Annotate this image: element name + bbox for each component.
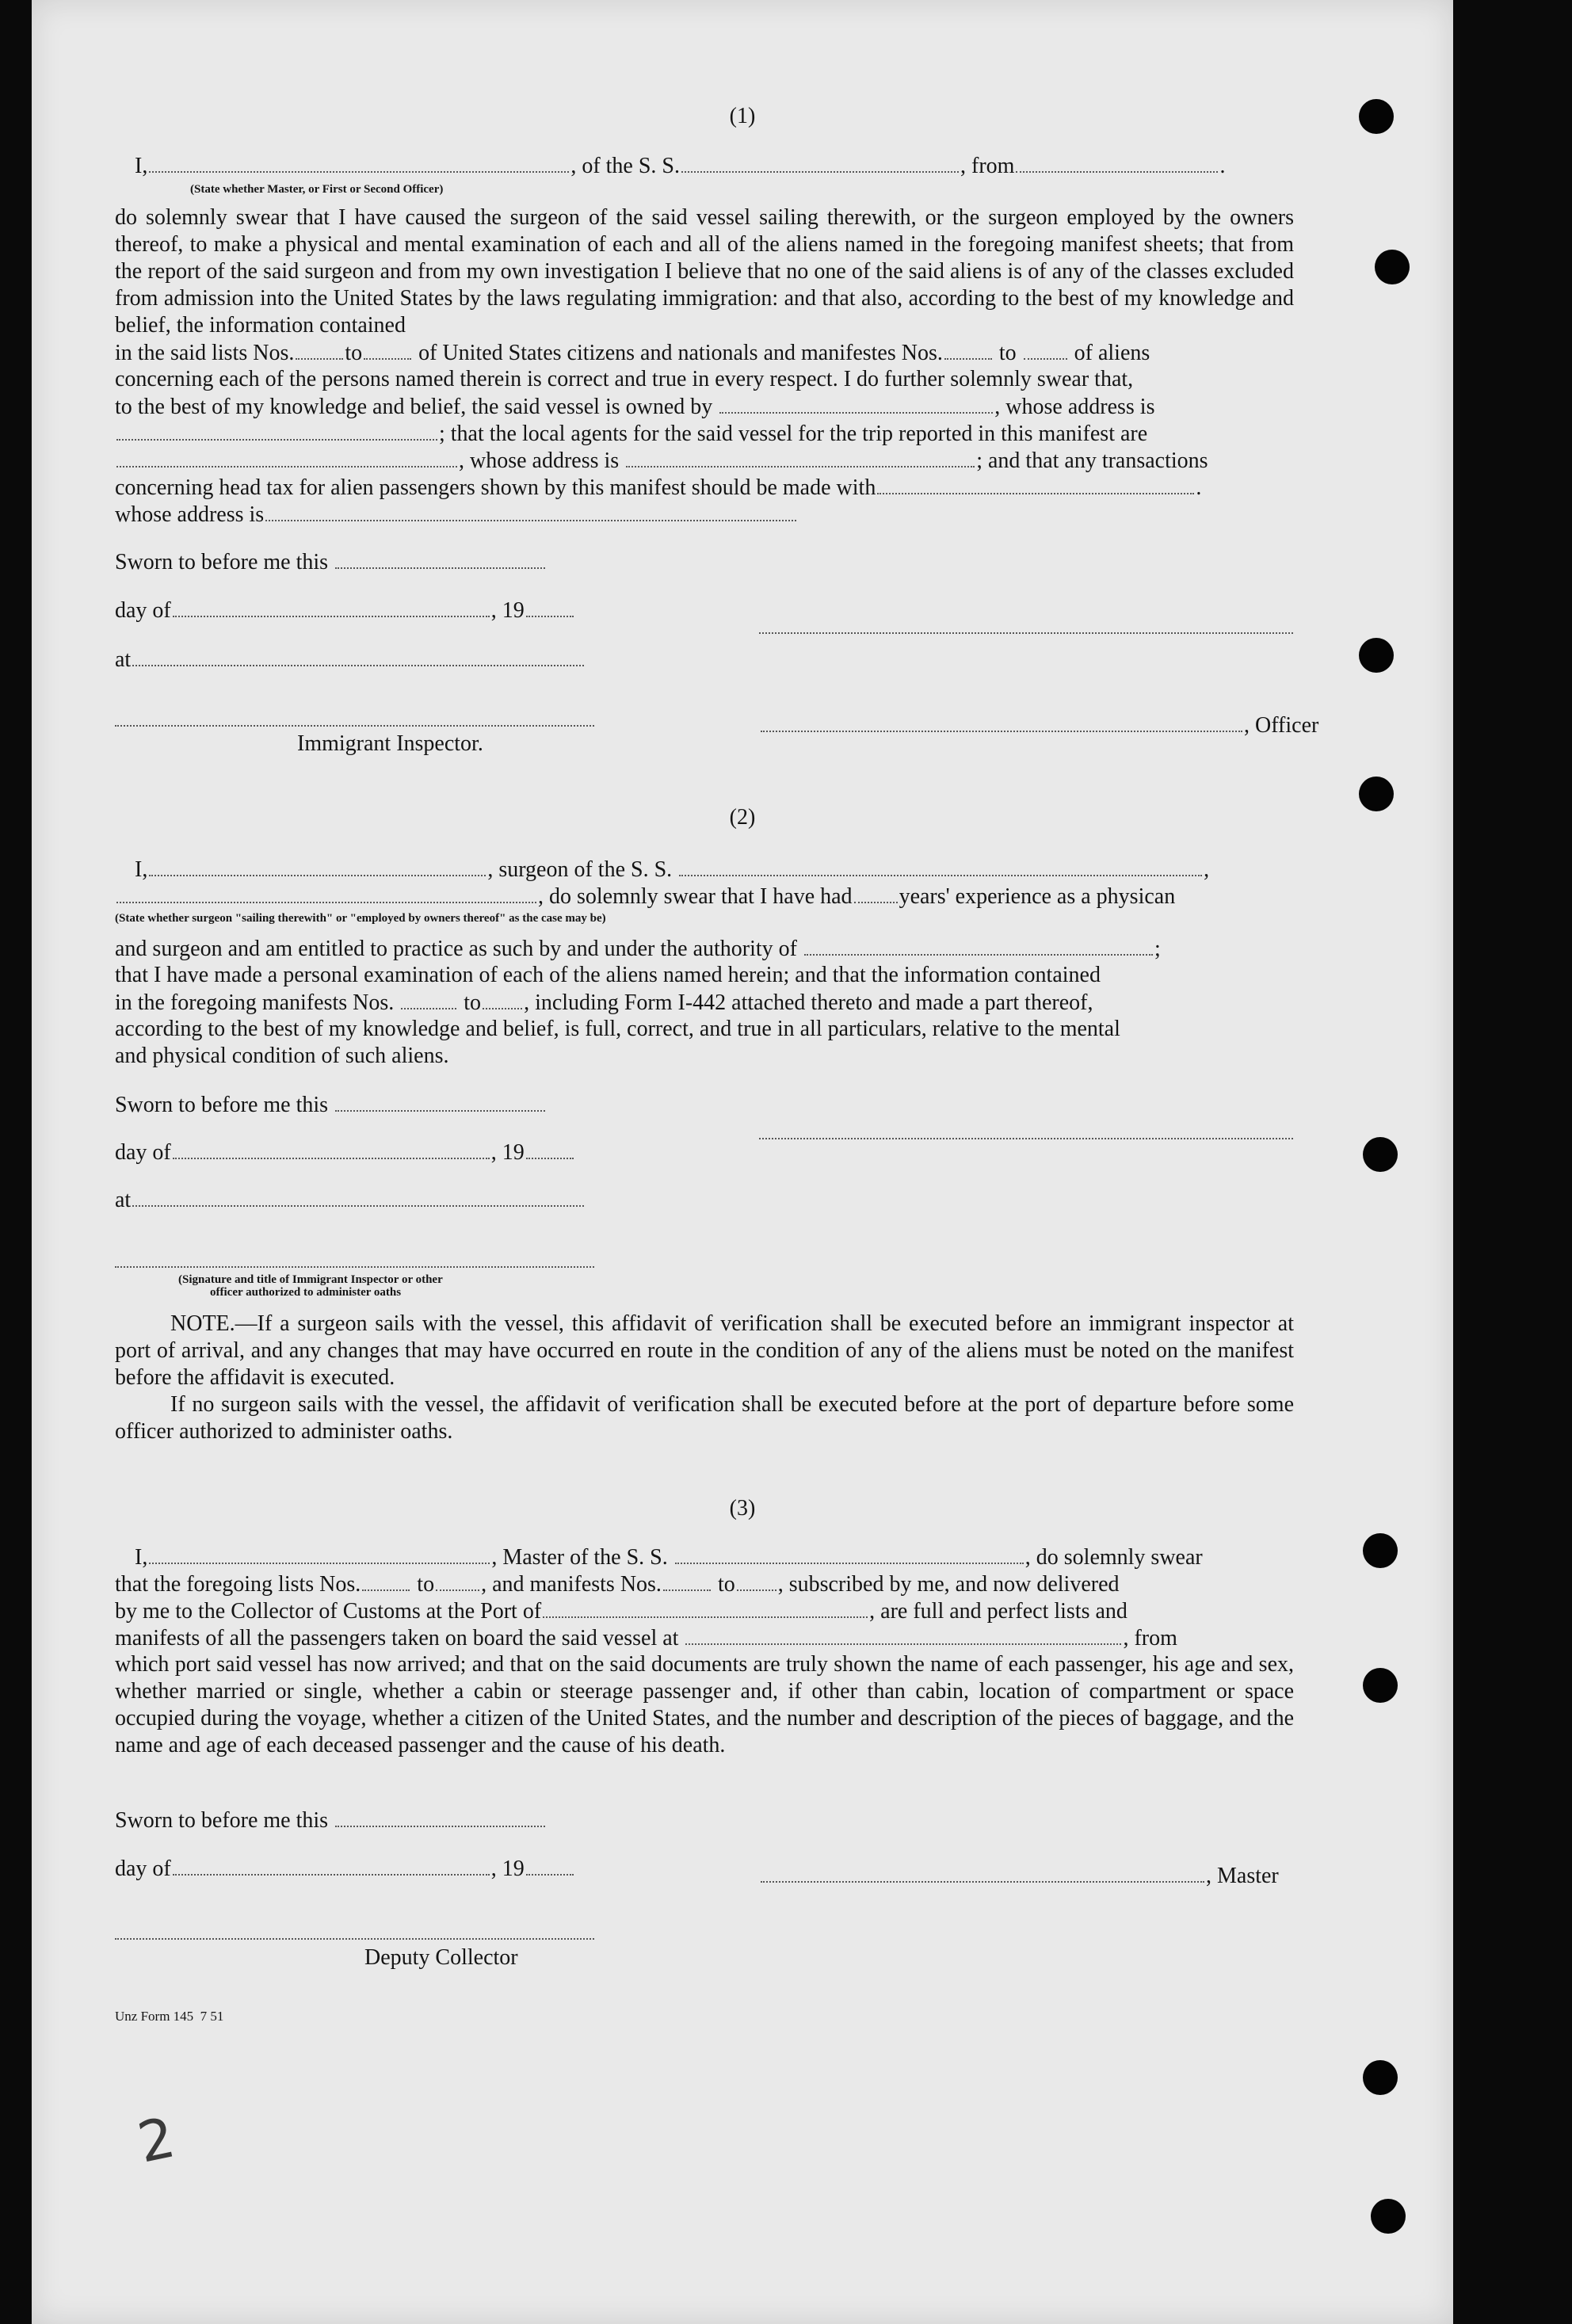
s1-at: at [115,646,586,674]
punch-hole [1363,1668,1398,1703]
s2-at: at [115,1186,586,1214]
s2-signature-line [759,1138,1293,1139]
s3-line-master: I, , Master of the S. S. , do solemnly swear [135,1545,1203,1570]
handwritten-mark: 2 [132,2105,181,2176]
s1-line-whose: whose address is [115,501,798,529]
s3-dayof: day of , 19 [115,1855,575,1883]
s2-dayof: day of , 19 [115,1139,575,1166]
s1-line-address: , whose address is ; and that any transactions [115,447,1208,475]
s1-master-note: (State whether Master, or First or Second Officer) [190,183,444,196]
s1-line-concerning: concerning each of the persons named therein is correct and true in every respect. I do further solemnly swear that, [115,367,1134,391]
s1-line-master: I, , of the S. S. , from . [135,154,1226,178]
s1-signature-line [759,632,1293,634]
section-1-heading: (1) [729,104,756,128]
s1-dayof: day of , 19 [115,597,575,624]
s2-line-belief: according to the best of my knowledge and belief, is full, correct, and true in all particulars, relative to the mental [115,1017,1120,1041]
s1-inspector-label: Immigrant Inspector. [297,731,483,756]
s2-surgeon-note: (State whether surgeon "sailing therewith" or "employed by owners thereof" as the case may be) [115,912,606,925]
s2-line-surgeon: I, , surgeon of the S. S. , [135,857,1210,882]
punch-hole [1371,2199,1406,2234]
s2-inspector-line [115,1266,594,1268]
s2-line-exam: that I have made a personal examination of each of the aliens named herein; and that the information contained [115,963,1101,987]
section-2-heading: (2) [729,805,756,830]
s2-note-paragraph-2: If no surgeon sails with the vessel, the affidavit of verification shall be executed before at the port of departure before some officer authorized to administer oaths. [115,1392,1294,1444]
section-3-heading: (3) [729,1496,756,1521]
s2-line-manifests: in the foregoing manifests Nos. to , including Form I-442 attached thereto and made a part thereof, [115,990,1093,1015]
s3-paragraph: which port said vessel has now arrived; and that on the said documents are truly shown the name of each passenger, his age and sex, whether married or single, whether a cabin or steerage passenger and, if other than cabin, location of compartment or space occupied during the voyage, whether a citizen of the United States, and the number and description of the pieces of baggage, and the name and age of each deceased passenger and the cause of his death. [115,1652,1294,1757]
punch-hole [1363,1533,1398,1568]
s1-line-headtax: concerning head tax for alien passengers shown by this manifest should be made with . [115,475,1202,500]
s2-sig-note-2: officer authorized to administer oaths [210,1286,402,1299]
s2-line-condition: and physical condition of such aliens. [115,1044,449,1068]
s3-line-lists: that the foregoing lists Nos. to , and manifests Nos. to , subscribed by me, and now delivered [115,1572,1120,1597]
s1-line-lists: in the said lists Nos. to of United States citizens and nationals and manifestes Nos. to of aliens [115,341,1150,365]
s2-line-authority: and surgeon and am entitled to practice as such by and under the authority of ; [115,937,1161,961]
form-number: Unz Form 145 7 51 [115,2009,224,2024]
s2-line-experience: , do solemnly swear that I have had years' experience as a physican [115,883,1175,910]
s3-line-board: manifests of all the passengers taken on board the said vessel at , from [115,1626,1177,1650]
s1-inspector-line [115,725,594,727]
s3-deputy-label: Deputy Collector [364,1945,518,1970]
punch-hole [1359,638,1394,673]
punch-hole [1375,250,1410,284]
punch-hole [1363,2060,1398,2095]
s3-master: , Master [759,1862,1279,1890]
s2-sworn: Sworn to before me this [115,1091,547,1119]
s3-line-collector: by me to the Collector of Customs at the Port of , are full and perfect lists and [115,1599,1127,1624]
s1-paragraph: do solemnly swear that I have caused the surgeon of the said vessel sailing therewith, or the surgeon employed by the owners thereof, to make a physical and mental examination of each and all of the aliens named in the foregoing manifest sheets; that from the report of the said surgeon and from my own investigation I believe that no one of the said aliens is of any of the classes excluded from admission into the United States by the laws regulating immigration: and that also, according to the best of my knowledge and belief, the information contained [115,205,1294,338]
s3-sworn: Sworn to before me this [115,1807,547,1834]
s1-officer: , Officer [759,712,1318,739]
punch-hole [1363,1137,1398,1172]
s2-note-paragraph: NOTE.—If a surgeon sails with the vessel, this affidavit of verification shall be executed before an immigrant inspector at port of arrival, and any changes that may have occurred en route in the condition of any of the aliens must be noted on the manifest before the affidavit is executed. [115,1311,1294,1390]
s1-line-owned: to the best of my knowledge and belief, the said vessel is owned by , whose address is [115,395,1155,419]
s1-line-agents: ; that the local agents for the said vessel for the trip reported in this manifest are [115,420,1147,448]
s1-sworn: Sworn to before me this [115,548,547,576]
form-sheet [32,0,1453,2324]
s3-deputy-line [115,1938,594,1940]
s2-sig-note-1: (Signature and title of Immigrant Inspector or other [178,1273,443,1286]
